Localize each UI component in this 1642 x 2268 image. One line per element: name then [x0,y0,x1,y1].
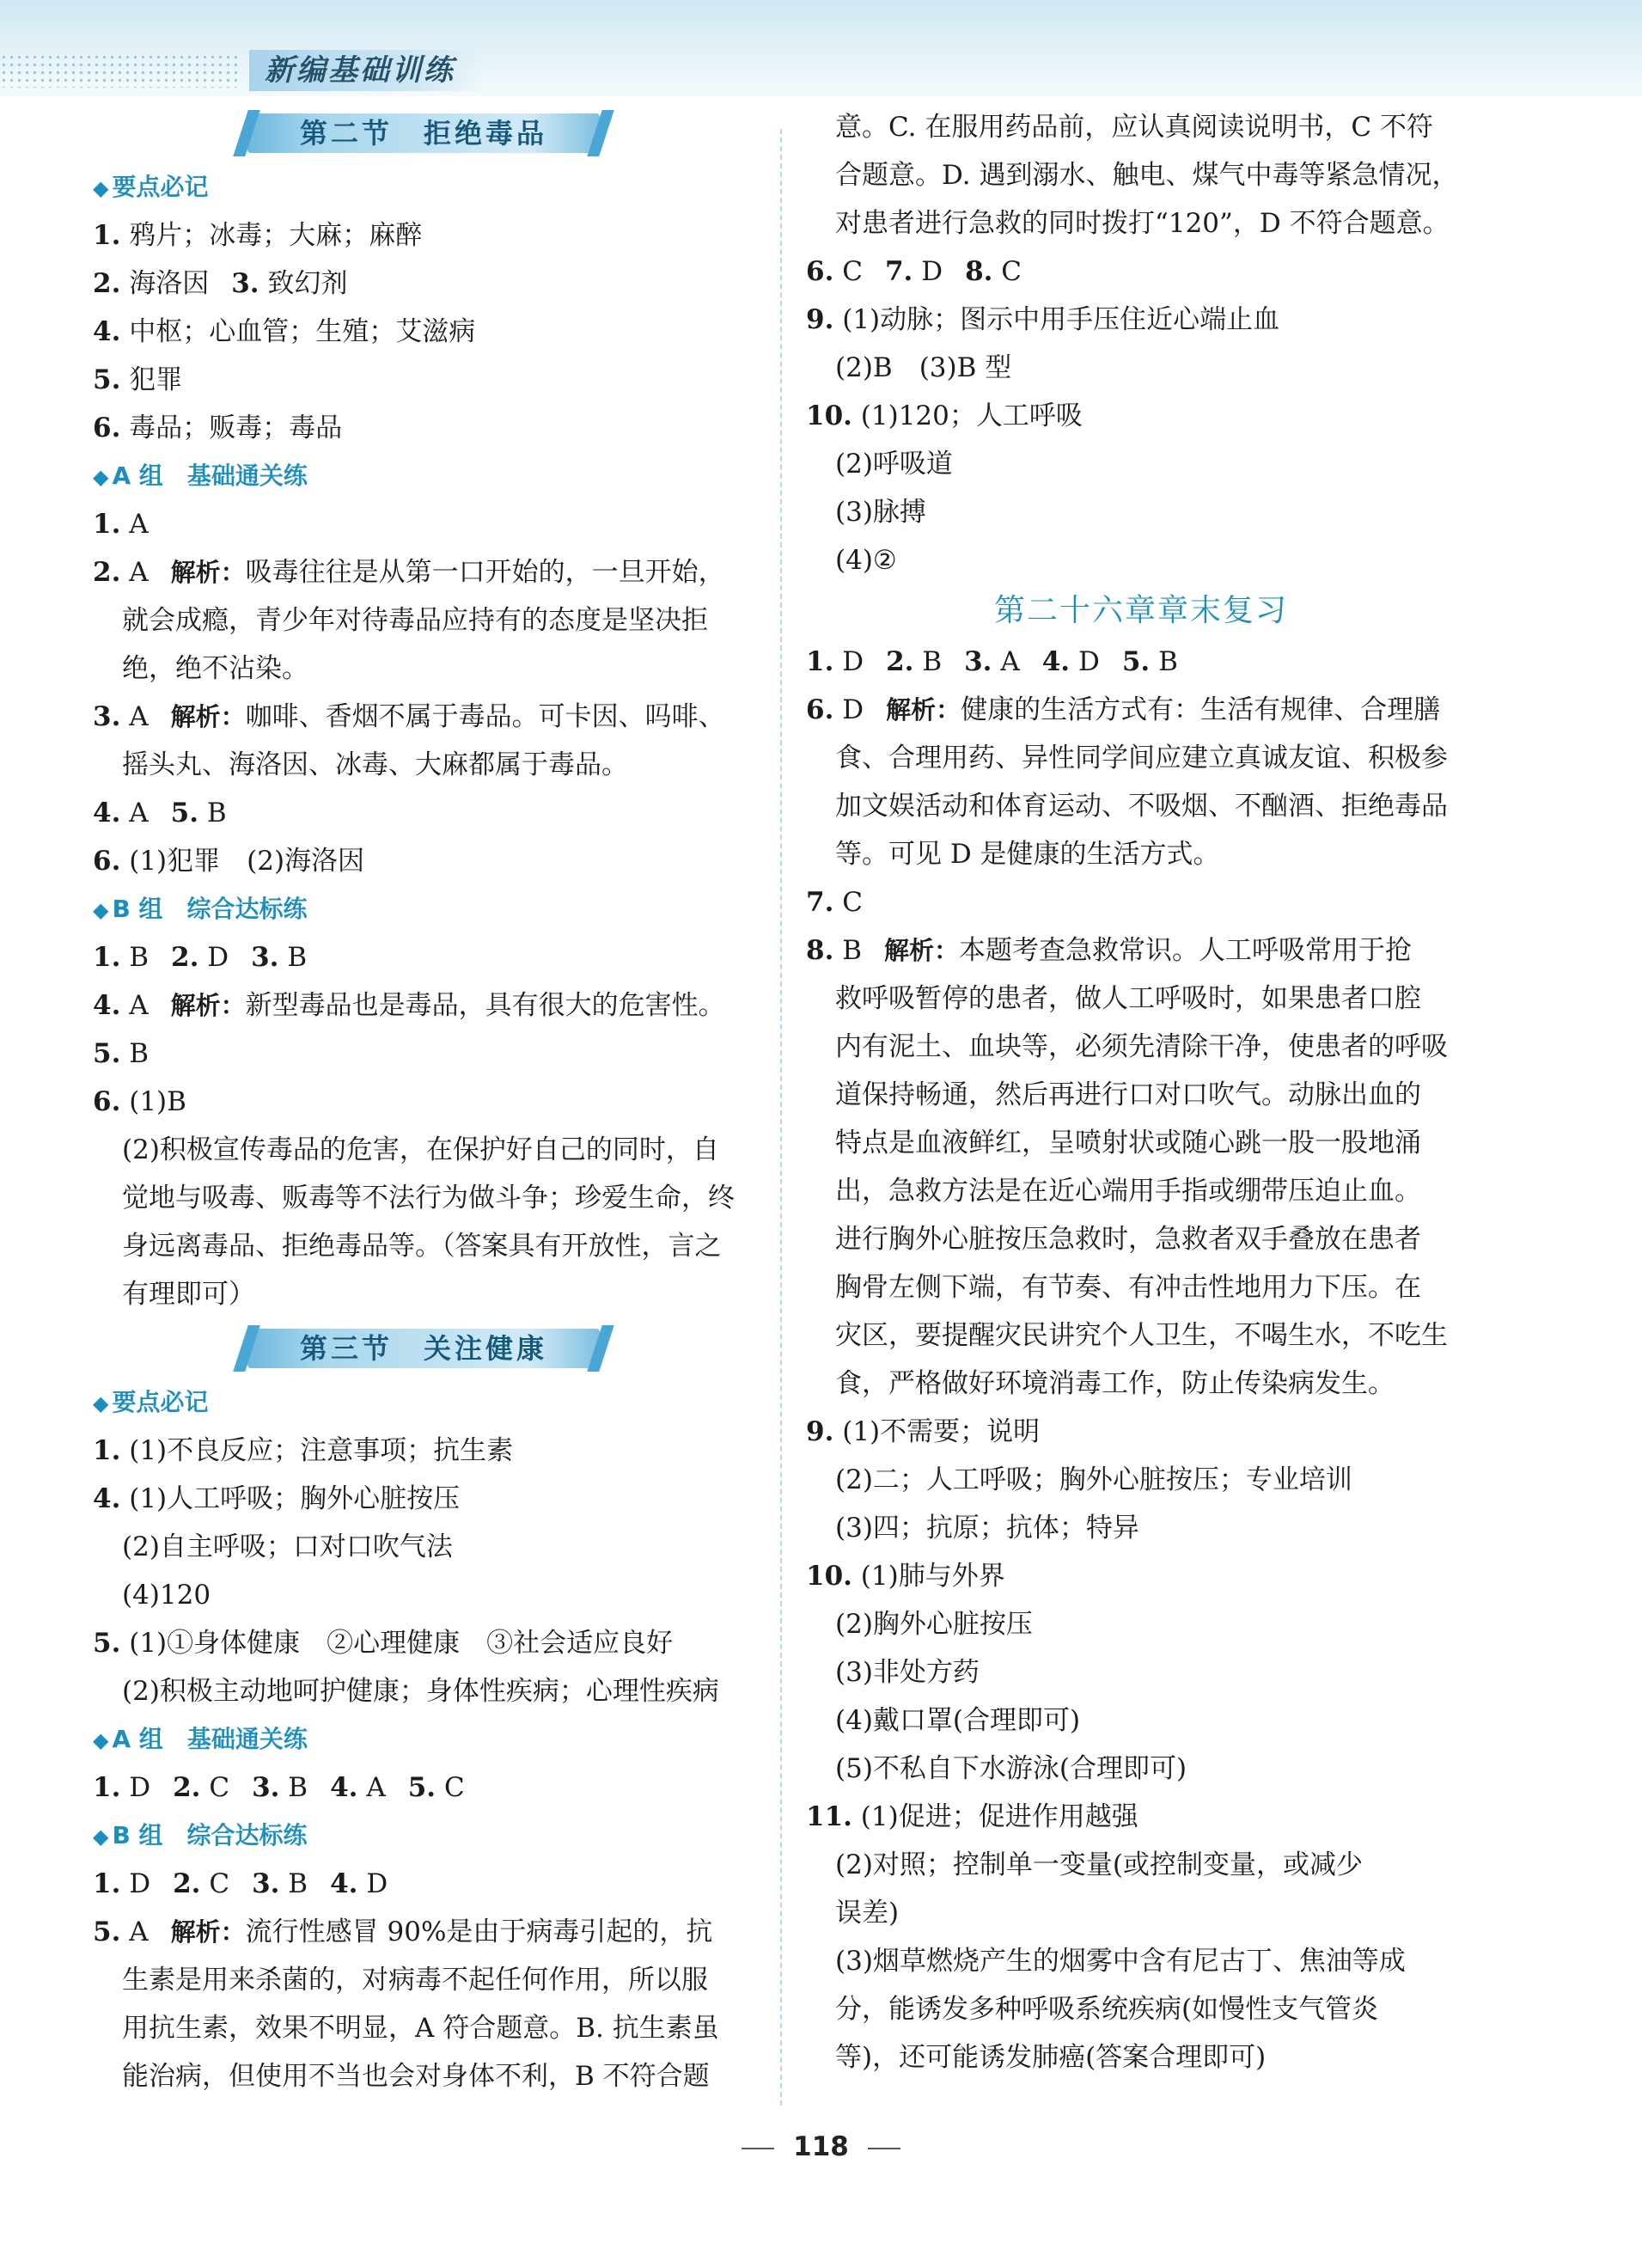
answer-continuation: 加文娱活动和体育运动、不吸烟、不酗酒、拒绝毒品 [835,791,1448,822]
answer-text: D [1077,646,1100,677]
answer-continuation: 对患者进行急救的同时拨打“120”，D 不符合题意。 [835,208,1450,239]
answer-continuation: 胸骨左侧下端，有节奏、有冲击性地用力下压。在 [835,1272,1421,1303]
analysis-label: 解析： [170,702,246,731]
answer-item [93,548,763,596]
answer-text: (1)人工呼吸；胸外心脏按压 [129,1483,461,1514]
question-number: 1. [93,942,121,973]
answer-continuation: (5)不私自下水游泳(合理即可) [835,1753,1187,1784]
answer-text: C [209,1868,230,1899]
question-number: 4. [1041,646,1071,677]
question-number: 2. [171,942,199,973]
answer-text: C [1001,256,1022,287]
answer-continuation: (2)呼吸道 [835,449,953,480]
answer-item [806,926,1476,975]
answer-continuation: (4)120 [122,1580,211,1611]
answer-continuation: 能治病，但使用不当也会对身体不利，B 不符合题 [122,2061,710,2092]
answer-continuation: (3)烟草燃烧产生的烟雾中含有尼古丁、焦油等成 [835,1946,1406,1977]
answer-item [93,1078,763,1126]
answer-continuation: 等)，还可能诱发肺癌(答案合理即可) [835,2042,1267,2073]
answer-text: (1)肺与外界 [860,1561,1005,1592]
answer-text: (1)促进；促进作用越强 [860,1801,1138,1832]
page-number: 118 [793,2131,849,2162]
answer-text: D [207,942,229,973]
answer-item [93,1475,763,1523]
diamond-icon: ◆ [93,465,109,489]
answer-text: C [443,1772,465,1803]
answer-text: A [129,1916,149,1947]
answer-continuation: 等。可见 D 是健康的生活方式。 [835,839,1220,870]
answer-continuation: 误差) [835,1898,900,1929]
question-number: 2. [173,1868,201,1899]
answer-continuation: (3)脉搏 [835,497,926,528]
exercise-group-label [93,1715,763,1764]
answer-continuation: (4)② [835,545,897,576]
answer-continuation: 灾区，要提醒灾民讲究个人卫生，不喝生水，不吃生 [835,1320,1448,1351]
question-number: 4. [330,1772,358,1803]
answer-continuation: (3)非处方药 [835,1657,980,1688]
diamond-icon: ◆ [93,1825,109,1849]
analysis-text: 新型毒品也是毒品，具有很大的危害性。 [245,990,725,1021]
answer-continuation: (2)积极宣传毒品的危害，在保护好自己的同时，自 [122,1134,719,1165]
exercise-group-label [93,885,763,933]
answer-text: B [129,1038,150,1069]
analysis-label: 解析： [884,936,960,965]
question-number: 4. [93,1483,121,1514]
answer-text: D [842,646,864,677]
answer-item [93,693,763,741]
answer-text: A [129,798,149,828]
question-number: 3. [93,701,121,732]
exercise-group-label [93,1812,763,1860]
analysis-text: 吸毒往往是从第一口开始的，一旦开始， [245,557,725,588]
answer-text: (1)犯罪 (2)海洛因 [129,846,365,877]
answer-text: B [842,935,863,966]
answer-continuation: 生素是用来杀菌的，对病毒不起任何作用，所以服 [122,1965,708,1996]
analysis-text: 咖啡、香烟不属于毒品。可卡因、吗啡、 [245,701,725,732]
answer-text: C [842,887,863,918]
question-number: 7. [884,256,913,287]
answer-continuation: 内有泥土、血块等，必须先清除干净，使患者的呼吸 [835,1031,1448,1062]
answer-text: A [129,509,149,540]
question-number: 6. [806,256,834,287]
answer-item [93,1908,763,1956]
answer-text: (1)①身体健康 ②心理健康 ③社会适应良好 [129,1628,674,1659]
answer-continuation: (2)对照；控制单一变量(或控制变量，或减少 [835,1849,1364,1880]
answer-item [806,878,1476,926]
answer-text: A [1000,646,1020,677]
question-number: 3. [252,1772,280,1803]
exercise-group-label [93,452,763,500]
chapter-review-heading: 第二十六章章末复习 [993,593,1288,628]
diamond-icon: ◆ [93,1728,109,1752]
analysis-text: 健康的生活方式有：生活有规律、合理膳 [961,694,1441,725]
section-title: 第二节 拒绝毒品 [247,113,600,153]
group-label-text: A 组 基础通关练 [112,1725,308,1753]
question-number: 5. [93,1628,121,1659]
answer-text: (1)不需要；说明 [842,1416,1041,1447]
section-banner [93,1324,763,1375]
answer-continuation: (2)胸外心脏按压 [835,1609,1033,1640]
answer-continuation: (2)积极主动地呵护健康；身体性疾病；心理性疾病 [122,1676,719,1707]
question-number: 5. [170,798,198,828]
answer-continuation: 摇头丸、海洛因、冰毒、大麻都属于毒品。 [122,749,628,780]
answer-text: D [921,256,943,287]
answer-continuation: 意。C. 在服用药品前，应认真阅读说明书，C 不符 [835,112,1433,143]
diamond-icon: ◆ [93,1391,109,1415]
question-number: 7. [806,887,834,918]
answer-continuation: 特点是血液鲜红，呈喷射状或随心跳一股一股地涌 [835,1128,1421,1158]
question-number: 8. [965,256,993,287]
question-number: 2. [173,1772,201,1803]
answer-item [93,933,763,981]
book-series-title: 新编基础训练 [249,50,485,91]
question-number: 5. [93,364,121,395]
answer-continuation: 进行胸外心脏按压急救时，急救者双手叠放在患者 [835,1224,1421,1255]
question-number: 3. [964,646,992,677]
footer-dash-left [742,2148,774,2149]
diamond-icon: ◆ [93,176,109,200]
question-number: 3. [231,268,259,299]
answer-text: 毒品；贩毒；毒品 [129,413,343,443]
group-label-text: B 组 综合达标练 [112,1821,308,1849]
question-number: 1. [93,1772,121,1803]
answer-continuation: (4)戴口罩(合理即可) [835,1705,1081,1736]
answer-item [93,981,763,1030]
question-number: 1. [93,1868,121,1899]
question-number: 5. [93,1916,121,1947]
question-number: 6. [93,413,121,443]
right-column [806,103,1476,2082]
answer-continuation: 食、合理用药、异性同学间应建立真诚友谊、积极参 [835,743,1448,773]
answer-text: B [206,798,227,828]
answer-text: 中枢；心血管；生殖；艾滋病 [129,316,476,347]
question-number: 5. [93,1038,121,1069]
answer-continuation: (2)自主呼吸；口对口吹气法 [122,1531,453,1562]
question-number: 2. [93,268,121,299]
answer-item [806,1552,1476,1600]
question-number: 5. [407,1772,436,1803]
answer-item [806,686,1476,734]
answer-continuation: (2)B (3)B 型 [835,352,1012,383]
question-number: 2. [886,646,914,677]
answer-item [93,404,763,452]
answer-item [806,248,1476,296]
answer-item [806,1408,1476,1456]
answer-continuation: 身远离毒品、拒绝毒品等。（答案具有开放性，言之 [122,1231,722,1262]
answer-item [93,211,763,260]
answer-item [93,1619,763,1667]
answer-text: A [129,557,149,588]
answer-text: (1)120；人工呼吸 [860,400,1083,431]
answer-continuation: (2)二；人工呼吸；胸外心脏按压；专业培训 [835,1464,1352,1495]
question-number: 4. [93,316,121,347]
group-label-text: B 组 综合达标练 [112,895,308,923]
section-title: 第三节 关注健康 [247,1329,600,1368]
question-number: 6. [93,846,121,877]
answer-text: A [129,990,149,1021]
question-number: 9. [806,1416,834,1447]
answer-text: D [842,694,864,725]
analysis-label: 解析： [170,991,246,1020]
answer-continuation: 觉地与吸毒、贩毒等不法行为做斗争；珍爱生命，终 [122,1183,735,1213]
answer-item [93,1427,763,1475]
diamond-icon: ◆ [93,898,109,922]
answer-continuation: 食，严格做好环境消毒工作，防止传染病发生。 [835,1368,1395,1399]
answer-text: C [209,1772,230,1803]
analysis-label: 解析： [886,695,961,724]
answer-text: 鸦片；冰毒；大麻；麻醉 [129,220,423,251]
answer-continuation: 道保持畅通，然后再进行口对口吹气。动脉出血的 [835,1079,1421,1110]
question-number: 1. [93,1435,121,1466]
question-number: 1. [806,646,834,677]
group-label-text: A 组 基础通关练 [112,462,308,490]
exercise-group-label [93,163,763,211]
question-number: 6. [806,694,834,725]
question-number: 3. [252,1868,280,1899]
header-dot-pattern [0,53,241,88]
column-divider [780,129,782,2106]
question-number: 1. [93,509,121,540]
exercise-group-label [93,1379,763,1427]
answer-text: C [842,256,863,287]
question-number: 11. [806,1801,852,1832]
answer-text: 犯罪 [129,364,183,395]
question-number: 4. [93,990,121,1021]
answer-continuation: 有理即可） [122,1279,255,1310]
answer-continuation: 出，急救方法是在近心端用手指或绷带压迫止血。 [835,1176,1421,1207]
answer-text: B [287,942,308,973]
footer-dash-right [868,2148,900,2149]
analysis-label: 解析： [170,558,246,587]
answer-item [93,1764,763,1812]
analysis-label: 解析： [170,1917,246,1947]
question-number: 1. [93,220,121,251]
answer-text: 致幻剂 [267,268,348,299]
answer-item [806,638,1476,686]
answer-item [806,392,1476,440]
answer-item [806,296,1476,344]
section-banner [93,108,763,160]
answer-text: (1)动脉；图示中用手压住近心端止血 [842,304,1280,335]
answer-continuation: 合题意。D. 遇到溺水、触电、煤气中毒等紧急情况， [835,160,1459,191]
question-number: 10. [806,400,852,431]
page-header-band [0,0,1642,96]
answer-text: B [288,1772,308,1803]
answer-continuation: 绝，绝不沾染。 [122,653,308,684]
question-number: 9. [806,304,834,335]
answer-text: D [129,1772,151,1803]
answer-text: (1)不良反应；注意事项；抗生素 [129,1435,514,1466]
answer-item [93,837,763,885]
answer-item [93,500,763,548]
page-footer [0,2131,1642,2162]
answer-continuation: 救呼吸暂停的患者，做人工呼吸时，如果患者口腔 [835,983,1421,1014]
answer-text: 海洛因 [129,268,210,299]
answer-item [93,1030,763,1078]
answer-text: B [922,646,943,677]
answer-item [93,1860,763,1908]
answer-continuation: 用抗生素，效果不明显，A 符合题意。B. 抗生素虽 [122,2013,719,2044]
answer-continuation: 分，能诱发多种呼吸系统疾病(如慢性支气管炎 [835,1994,1379,2025]
answer-text: B [129,942,150,973]
question-number: 5. [1121,646,1151,677]
question-number: 8. [806,935,834,966]
answer-item [93,356,763,404]
question-number: 4. [93,798,121,828]
question-number: 10. [806,1561,852,1592]
answer-continuation: 就会成瘾，青少年对待毒品应持有的态度是坚决拒 [122,605,708,636]
answer-item [93,308,763,356]
answer-text: D [129,1868,151,1899]
answer-text: B [1158,646,1178,677]
analysis-text: 本题考查急救常识。人工呼吸常用于抢 [959,935,1413,966]
answer-item [93,260,763,308]
answer-text: (1)B [129,1086,186,1117]
answer-continuation: (3)四；抗原；抗体；特异 [835,1513,1139,1544]
question-number: 3. [251,942,279,973]
answer-item [806,1793,1476,1841]
answer-text: B [288,1868,308,1899]
answer-text: A [366,1772,386,1803]
question-number: 4. [330,1868,358,1899]
analysis-text: 流行性感冒 90%是由于病毒引起的，抗 [245,1916,713,1947]
answer-text: A [129,701,149,732]
group-label-text: 要点必记 [112,173,209,201]
answer-text: D [366,1868,388,1899]
group-label-text: 要点必记 [112,1388,209,1416]
question-number: 6. [93,1086,121,1117]
left-column [93,103,763,2100]
question-number: 2. [93,557,121,588]
answer-item [93,789,763,837]
